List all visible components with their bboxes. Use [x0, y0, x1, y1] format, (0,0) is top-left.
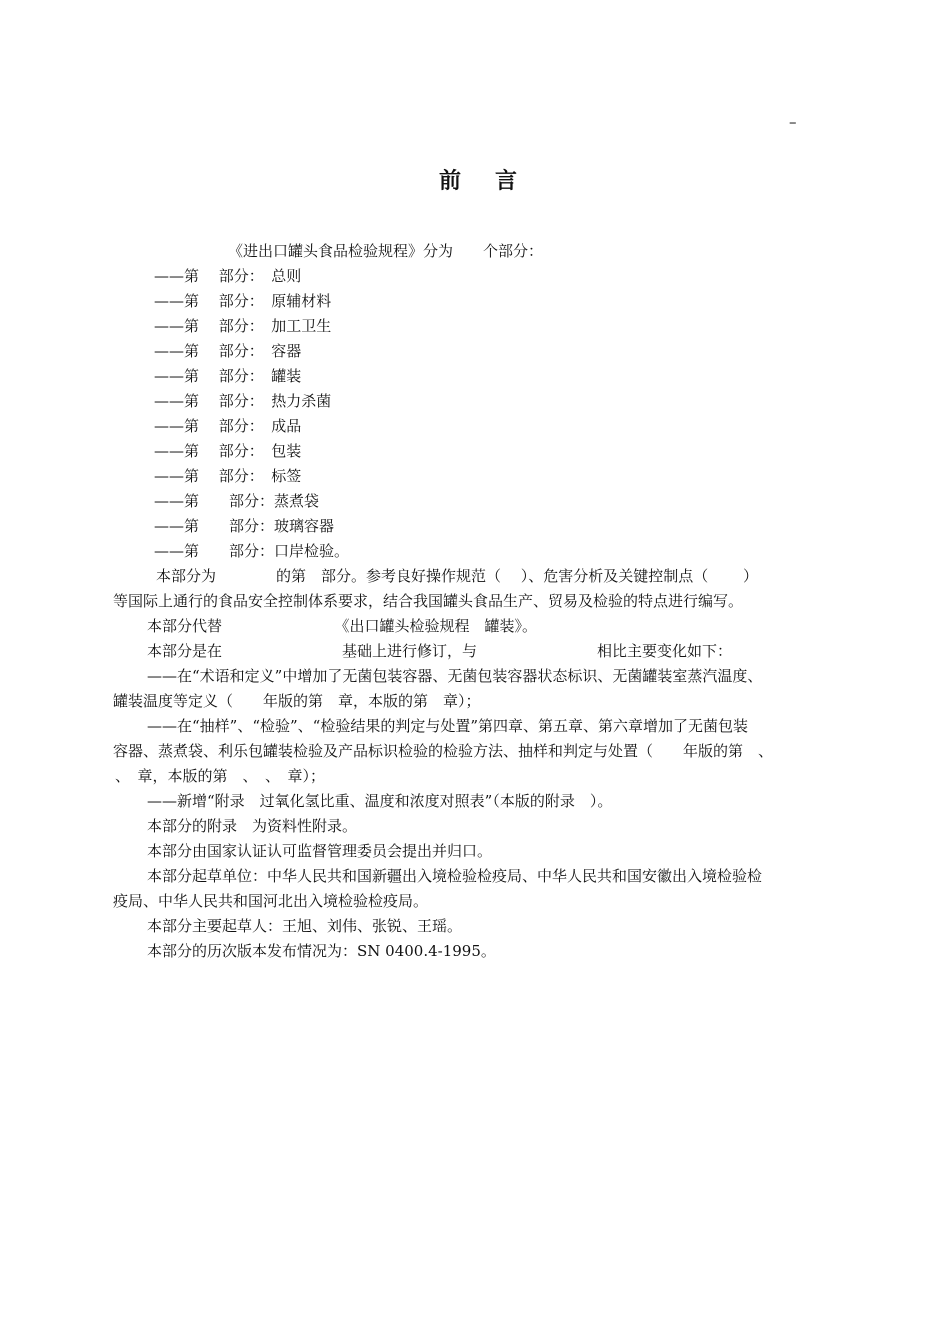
part-list-item: ——第 部分： 包装 [154, 442, 302, 460]
part-list-item: ——第 部分： 加工卫生 [154, 317, 332, 335]
paragraph-replaces: 本部分代替 《出口罐头检验规程 罐装》。 [147, 617, 538, 635]
paragraph-scope-line1: 本部分为 的第 部分。参考良好操作规范（ ）、危害分析及关键控制点（ ） [156, 567, 759, 585]
intro-line: 《进出口罐头食品检验规程》分为 个部分： [228, 242, 544, 260]
paragraph-scope-line2: 等国际上通行的食品安全控制体系要求，结合我国罐头食品生产、贸易及检验的特点进行编写。 [113, 592, 744, 610]
part-list-item: ——第 部分： 罐装 [154, 367, 302, 385]
part-list-item: ——第 部分： 容器 [154, 342, 302, 360]
change-item-2-line1: ——在“抽样”、“检验”、“检验结果的判定与处置”第四章、第五章、第六章增加了无菌包装 [147, 717, 749, 735]
change-item-3: ——新增“附录 过氧化氢比重、温度和浓度对照表”（本版的附录 ）。 [147, 792, 613, 810]
change-item-1-line1: ——在“术语和定义”中增加了无菌包装容器、无菌包装容器状态标识、无菌罐装室蒸汽温度、 [147, 667, 763, 685]
change-item-2-line2: 容器、蒸煮袋、利乐包罐装检验及产品标识检验的检验方法、抽样和判定与处置（ 年版的第 、 [113, 742, 774, 760]
part-list-item: ——第 部分： 总则 [154, 267, 302, 285]
part-list-item: ——第 部分： 原辅材料 [154, 292, 332, 310]
part-list-item: ——第 部分： 标签 [154, 467, 302, 485]
change-item-1-line2: 罐装温度等定义（ 年版的第 章，本版的第 章）； [113, 692, 481, 710]
paragraph-drafting-units-line2: 疫局、中华人民共和国河北出入境检验检疫局。 [113, 892, 429, 910]
part-list-item: ——第 部分： 成品 [154, 417, 302, 435]
part-list-item: ——第 部分：口岸检验。 [154, 542, 350, 560]
paragraph-history: 本部分的历次版本发布情况为：SN 0400.4-1995。 [147, 942, 496, 960]
header-corner-mark: – [789, 113, 797, 131]
part-list-item: ——第 部分：蒸煮袋 [154, 492, 320, 510]
part-list-item: ——第 部分： 热力杀菌 [154, 392, 332, 410]
part-list-item: ——第 部分：玻璃容器 [154, 517, 335, 535]
paragraph-revision: 本部分是在 基础上进行修订，与 相比主要变化如下： [147, 642, 733, 660]
change-item-2-line3: 、 章，本版的第 、 、 章）； [115, 767, 326, 785]
paragraph-appendix: 本部分的附录 为资料性附录。 [147, 817, 358, 835]
paragraph-proposer: 本部分由国家认证认可监督管理委员会提出并归口。 [147, 842, 493, 860]
page-title: 前言 [438, 168, 551, 194]
paragraph-drafting-units-line1: 本部分起草单位：中华人民共和国新疆出入境检验检疫局、中华人民共和国安徽出入境检验检 [147, 867, 763, 885]
paragraph-drafters: 本部分主要起草人：王旭、刘伟、张锐、王瑶。 [147, 917, 463, 935]
